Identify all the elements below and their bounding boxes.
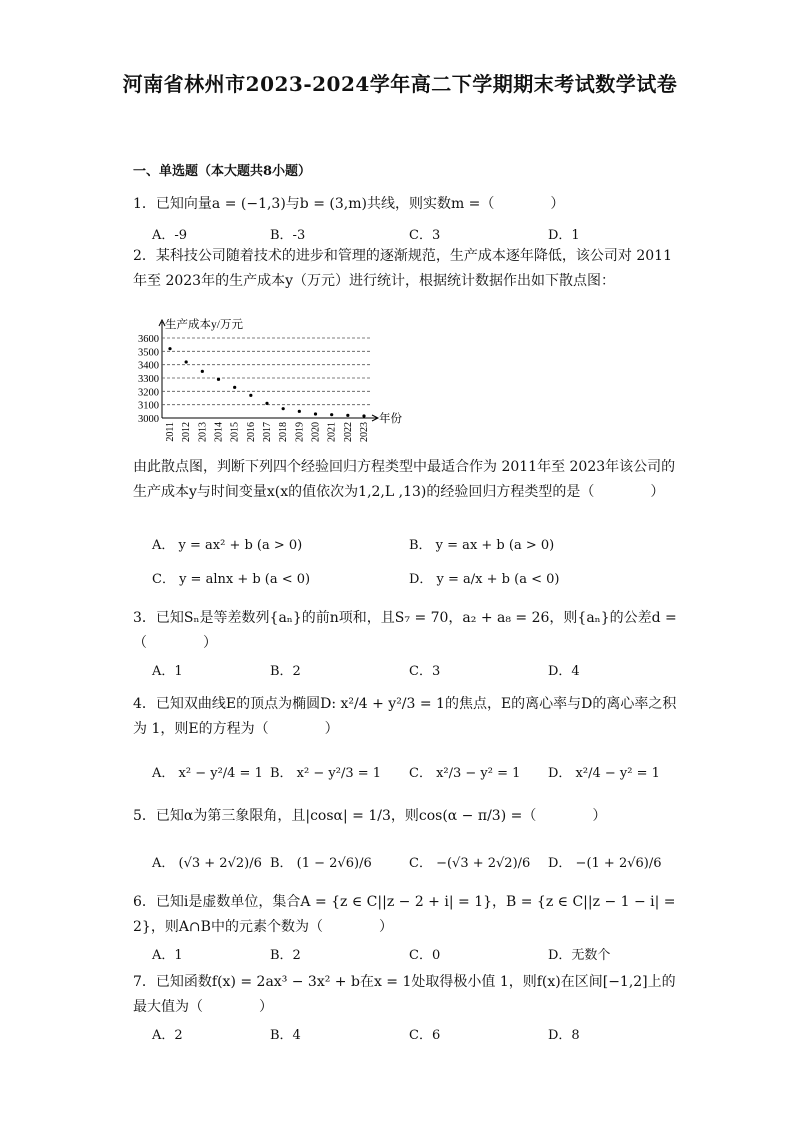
question-3-text: 3．已知Sₙ是等差数列{aₙ}的前n项和，且S₇ = 70，a₂ + a₈ = 26，则{aₙ}的公差d =（ ） <box>133 610 677 651</box>
question-5-text: 5．已知α为第三象限角，且|cosα| = 1/3，则cos(α − π/3) =（ ） <box>133 808 607 824</box>
option-c[interactable]: C．3 <box>409 664 441 679</box>
option-a[interactable]: A． y = ax² + b (a > 0) <box>152 538 303 553</box>
x-tick-label: 2012 <box>181 422 193 442</box>
question-4-text: 4．已知双曲线E的顶点为椭圆D: x²/4 + y²/3 = 1的焦点，E的离心率与D的离心率之积为 1，则E的方程为（ ） <box>133 696 677 737</box>
x-tick-label: 2017 <box>262 422 273 442</box>
option-b[interactable]: B．2 <box>270 948 301 963</box>
y-tick-label: 3200 <box>138 387 159 399</box>
option-c[interactable]: C． x²/3 − y² = 1 <box>409 766 521 781</box>
question-2-followup: 由此散点图，判断下列四个经验回归方程类型中最适合作为 2011年至 2023年该公司的生产成本y与时间变量x(x的值依次为1,2,L ,13)的经验回归方程类型的是（ ） <box>133 459 676 500</box>
x-tick-label: 2023 <box>359 422 370 442</box>
option-d[interactable]: D． y = a/x + b (a < 0) <box>409 572 560 587</box>
option-a[interactable]: A．1 <box>152 948 183 963</box>
x-tick-label: 2014 <box>213 422 225 442</box>
option-d[interactable]: D． x²/4 − y² = 1 <box>548 766 660 781</box>
data-point <box>201 370 204 373</box>
data-point <box>217 378 220 381</box>
option-c[interactable]: C．3 <box>409 228 441 243</box>
data-point <box>185 360 188 363</box>
question-3-options <box>152 660 672 682</box>
y-tick-label: 3300 <box>138 374 159 385</box>
question-4-options <box>152 762 672 784</box>
option-a[interactable]: A．2 <box>152 1028 183 1043</box>
question-6-text: 6．已知i是虚数单位，集合A = {z ∈ C||z − 2 + i| = 1}，B = {z ∈ C||z − 1 − i| = 2}，则A∩B中的元素个数为（ ） <box>133 894 676 935</box>
option-a[interactable]: A．-9 <box>152 228 188 243</box>
option-a[interactable]: A． (√3 + 2√2)/6 <box>152 856 262 871</box>
option-a[interactable]: A．1 <box>152 664 183 679</box>
option-c[interactable]: C．0 <box>409 948 441 963</box>
question-2-text: 2．某科技公司随着技术的进步和管理的逐渐规范，生产成本逐年降低，该公司对 2011年至 2023年的生产成本y（万元）进行统计，根据统计数据作出如下散点图： <box>133 248 672 289</box>
data-point <box>314 412 317 415</box>
option-d[interactable]: D．8 <box>548 1028 580 1043</box>
x-tick-label: 2021 <box>326 422 338 442</box>
y-tick-label: 3500 <box>138 347 159 359</box>
data-point <box>249 394 252 397</box>
question-5-options <box>152 852 672 874</box>
x-tick-label: 2020 <box>310 422 322 442</box>
y-tick-label: 3000 <box>138 414 159 425</box>
option-c[interactable]: C． y = alnx + b (a < 0) <box>152 572 311 587</box>
option-d[interactable]: D．1 <box>548 228 580 243</box>
question-1-options <box>152 224 672 246</box>
scatter-chart <box>128 316 418 451</box>
data-point <box>346 414 349 417</box>
data-point <box>233 386 236 389</box>
data-point <box>282 407 285 410</box>
y-tick-label: 3100 <box>138 400 159 412</box>
x-tick-label: 2019 <box>294 422 306 442</box>
option-b[interactable]: B． (1 − 2√6)/6 <box>270 856 372 871</box>
question-7-text: 7．已知函数f(x) = 2ax³ − 3x² + b在x = 1处取得极小值 1，则f(x)在区间[−1,2]上的最大值为（ ） <box>133 974 676 1015</box>
data-point <box>330 413 333 416</box>
question-1-text: 1．已知向量a = (−1,3)与b = (3,m)共线，则实数m =（ ） <box>133 196 565 212</box>
option-d[interactable]: D．4 <box>548 664 580 679</box>
option-a[interactable]: A． x² − y²/4 = 1 <box>152 766 263 781</box>
question-2-options-row2 <box>152 568 672 590</box>
x-tick-label: 2018 <box>278 422 290 442</box>
page-title: 河南省林州市2023-2024学年高二下学期期末考试数学试卷 <box>122 72 678 96</box>
question-7-options <box>152 1024 672 1046</box>
y-tick-label: 3600 <box>138 334 159 345</box>
data-point <box>265 402 268 405</box>
option-c[interactable]: C．6 <box>409 1028 441 1043</box>
option-b[interactable]: B． y = ax + b (a > 0) <box>409 538 555 553</box>
x-tick-label: 2013 <box>197 422 209 442</box>
question-2-options-row1 <box>152 534 672 556</box>
option-d[interactable]: D．无数个 <box>548 948 611 963</box>
option-b[interactable]: B． x² − y²/3 = 1 <box>270 766 382 781</box>
option-d[interactable]: D． −(1 + 2√6)/6 <box>548 856 662 871</box>
option-b[interactable]: B．4 <box>270 1028 301 1043</box>
option-b[interactable]: B．2 <box>270 664 301 679</box>
y-axis-label: 生产成本y/万元 <box>165 319 243 331</box>
x-tick-label: 2011 <box>165 422 176 442</box>
x-tick-label: 2015 <box>229 422 241 442</box>
question-6-options <box>152 944 672 966</box>
data-point <box>298 410 301 413</box>
x-tick-label: 2016 <box>245 422 257 442</box>
data-point <box>362 414 365 417</box>
data-point <box>168 347 171 350</box>
option-b[interactable]: B．-3 <box>270 228 306 243</box>
x-axis-label: 年份 <box>379 413 402 425</box>
section-heading: 一、单选题（本大题共8小题） <box>133 164 312 179</box>
x-tick-label: 2022 <box>342 422 354 442</box>
y-tick-label: 3400 <box>138 360 159 372</box>
option-c[interactable]: C． −(√3 + 2√2)/6 <box>409 856 531 871</box>
